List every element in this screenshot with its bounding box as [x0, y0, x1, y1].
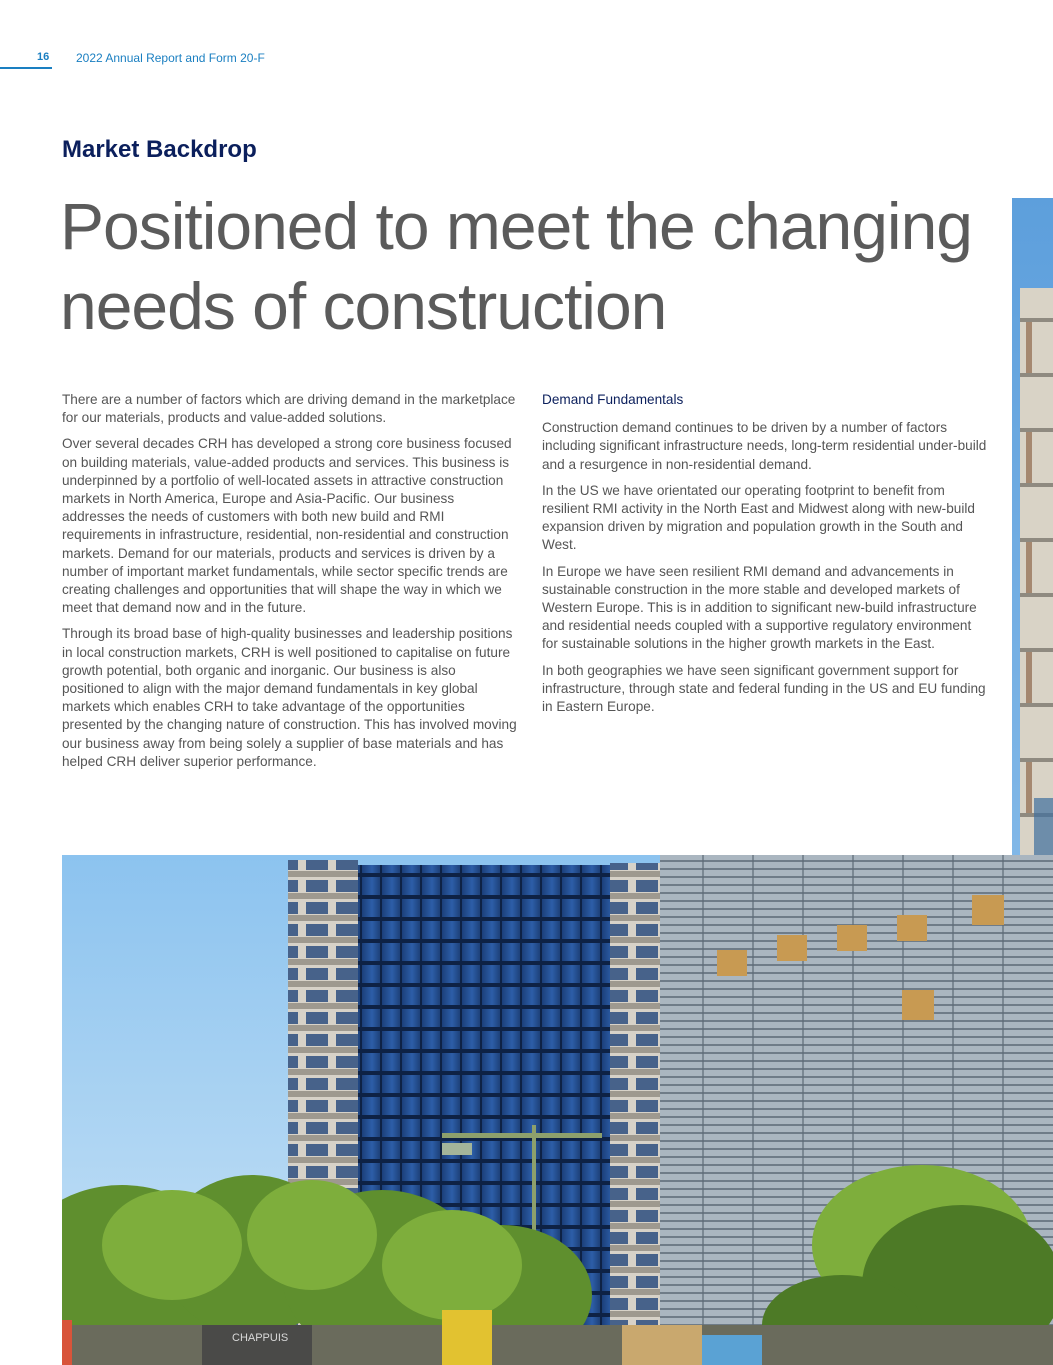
- right-column: [542, 391, 987, 724]
- site-sign-text: CHAPPUIS: [232, 1332, 289, 1344]
- subheading-demand-fundamentals: Demand Fundamentals: [542, 392, 684, 407]
- headline-line-1: Positioned to meet the changing: [60, 189, 972, 263]
- section-label: Market Backdrop: [62, 136, 257, 163]
- headline-line-2: needs of construction: [60, 269, 667, 343]
- page-headline: [60, 186, 980, 346]
- paragraph: Construction demand continues to be driven by a number of factors including significant infrastructure needs, long-term residential under-build and a resurgence in non-residential demand.: [542, 420, 987, 472]
- paragraph: In the US we have orientated our operating footprint to benefit from resilient RMI activity in the North East and Midwest along with new-build expansion driven by migration and population growth in the South and West.: [542, 482, 975, 553]
- page-number-rule: [0, 67, 52, 69]
- left-column: [62, 391, 517, 779]
- paragraph: In Europe we have seen resilient RMI demand and advancements in sustainable construction in the more stable and developed markets of Western Europe. This is in addition to significant new-build infrastructure and residential needs coupled with a supportive regulatory environment for sustainable solutions in the higher growth markets in the East.: [542, 563, 977, 652]
- building-photograph: [62, 855, 1053, 1365]
- paragraph: Through its broad base of high-quality businesses and leadership positions in local construction markets, CRH is well positioned to capitalise on future growth potential, both organic and inorganic. Our business is also positioned to align with the major demand fundamentals in key global markets which enables CRH to take advantage of the opportunities presented by the changing nature of construction. This has involved moving our business away from being solely a supplier of base materials and has helped CRH deliver superior performance.: [62, 626, 517, 769]
- page-number: 16: [37, 51, 50, 63]
- report-title: 2022 Annual Report and Form 20-F: [76, 51, 265, 65]
- paragraph: In both geographies we have seen significant government support for infrastructure, through state and federal funding in the US and EU funding in Eastern Europe.: [542, 662, 986, 715]
- paragraph: There are a number of factors which are driving demand in the marketplace for our materials, products and value-added solutions.: [62, 392, 516, 426]
- paragraph: Over several decades CRH has developed a strong core business focused on building materials, value-added products and services. This business is underpinned by a portfolio of well-located assets in attractive construction markets in North America, Europe and Asia-Pacific. Our business addresses the needs of customers with both new build and RMI requirements in infrastructure, residential, non-residential and construction markets. Demand for our materials, products and services is driven by a number of important market fundamentals, while sector specific trends are creating challenges and opportunities that will shape the way in which we meet that demand now and in the future.: [62, 436, 512, 616]
